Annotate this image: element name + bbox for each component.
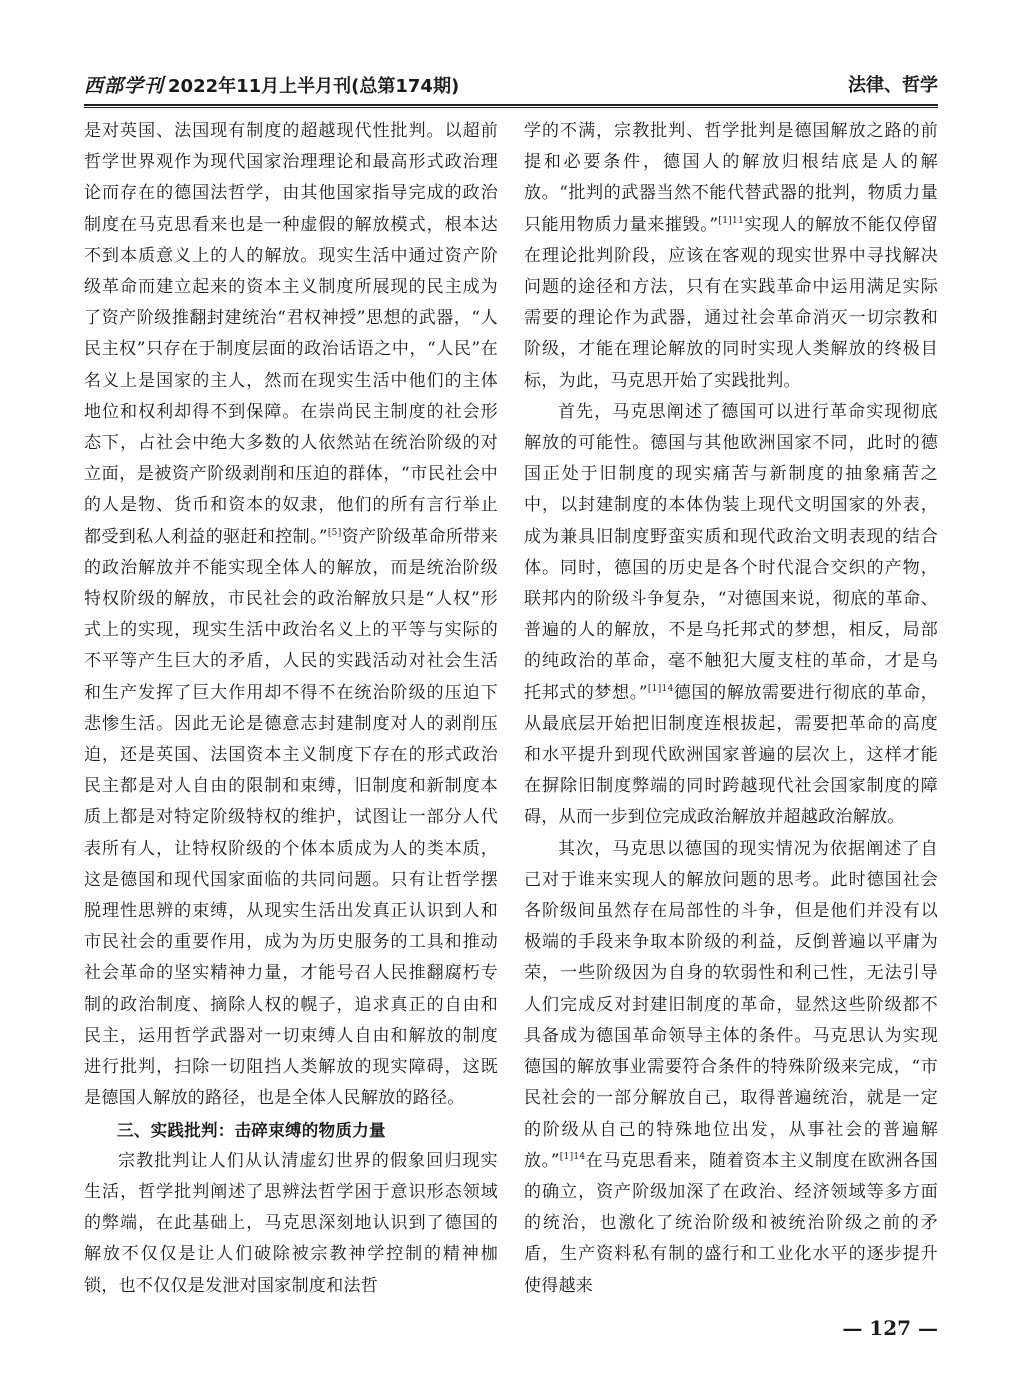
paragraph: 首先，马克思阐述了德国可以进行革命实现彻底解放的可能性。德国与其他欧洲国家不同，此时的德国正处于旧制度的现实痛苦与新制度的抽象痛苦之中，以封建制度的本体伪装上现代文明国家的外表，成为兼具旧制度野蛮实质和现代政治文明表现的结合体。同时，德国的历史是各个时代混合交织的产物，联邦内的阶级斗争复杂，“对德国来说，彻底的革命、普遍的人的解放，不是乌托邦式的梦想，相反，局部的纯政治的革命，毫不触犯大厦支柱的革命，才是乌托邦式的梦想。”$^{[1]14}$德国的解放需要进行彻底的革命，从最底层开始把旧制度连根拔起，需要把革命的高度和水平提升到现代欧洲国家普遍的层次上，这样才能在摒除旧制度弊端的同时跨越现代社会国家制度的障碍，从而一步到位完成政治解放并超越政治解放。 <box>524 401 939 828</box>
page-number: — 127 — <box>842 1316 938 1340</box>
citation: [1]11 <box>718 215 745 226</box>
section-heading: 三、实践批判：击碎束缚的物质力量 <box>117 1120 386 1140</box>
header-rule <box>84 104 938 106</box>
journal-logo: 西部学刊 <box>84 74 165 97</box>
header-rule-thin <box>84 107 938 108</box>
left-column <box>84 116 498 1302</box>
running-header <box>84 66 938 102</box>
paragraph: 其次，马克思以德国的现实情况为依据阐述了自己对于谁来实现人的解放问题的思考。此时德国社会各阶级间虽然存在局部性的斗争，但是他们并没有以极端的手段来争取本阶级的利益，反倒普遍以平庸为荣，一些阶级因为自身的软弱性和利己性，无法引导人们完成反对封建旧制度的革命，显然这些阶级都不具备成为德国革命领导主体的条件。马克思认为实现德国的解放事业需要符合条件的特殊阶级来完成，“市民社会的一部分解放自己，取得普遍统治，就是一定的阶级从自己的特殊地位出发，从事社会的普遍解放。”$^{[1]14}$在马克思看来，随着资本主义制度在欧洲各国的确立，资产阶级加深了在政治、经济领域等多方面的统治，也激化了统治阶级和被统治阶级之前的矛盾，生产资料私有制的盛行和工业化水平的逐步提升使得越来 <box>524 838 939 1296</box>
paragraph: 宗教批判让人们从认清虚幻世界的假象回归现实生活，哲学批判阐述了思辨法哲学困于意识形态领域的弊端，在此基础上，马克思深刻地认识到了德国的解放不仅仅是让人们破除被宗教神学控制的精神枷锁，也不仅仅是发泄对国家制度和法哲 <box>84 1150 498 1296</box>
issue-info: 2022年11月上半月刊(总第174期) <box>168 75 460 97</box>
header-left <box>84 71 459 98</box>
section-title: 法律、哲学 <box>848 75 938 96</box>
paragraph: 是对英国、法国现有制度的超越现代性批判。以超前哲学世界观作为现代国家治理理论和最高形式政治理论而存在的德国法哲学，由其他国家指导完成的政治制度在马克思看来也是一种虚假的解放模式，根本达不到本质意义上的人的解放。现实生活中通过资产阶级革命而建立起来的资本主义制度所展现的民主成为了资产阶级推翻封建统治“君权神授”思想的武器，“人民主权”只存在于制度层面的政治话语之中，“人民”在名义上是国家的主人，然而在现实生活中他们的主体地位和权利却得不到保障。在崇尚民主制度的社会形态下，占社会中绝大多数的人依然站在统治阶级的对立面，是被资产阶级剥削和压迫的群体，“市民社会中的人是物、货币和资本的奴隶，他们的所有言行举止都受到私人利益的驱赶和控制。”[5]资产阶级革命所带来的政治解放并不能实现全体人的解放，而是统治阶级特权阶级的解放，市民社会的政治解放只是“人权”形式上的实现，现实生活中政治名义上的平等与实际的不平等产生巨大的矛盾，人民的实践活动对社会生活和生产发挥了巨大作用却不得不在统治阶级的压迫下悲惨生活。因此无论是德意志封建制度对人的剥削压迫，还是英国、法国资本主义制度下存在的形式政治民主都是对人自由的限制和束缚，旧制度和新制度本质上都是对特定阶级特权的维护，试图让一部分人代表所有人，让特权阶级的个体本质成为人的类本质，这是德国和现代国家面临的共同问题。只有让哲学摆脱理性思辨的束缚，从现实生活出发真正认识到人和市民社会的重要作用，成为为历史服务的工具和推动社会革命的坚实精神力量，才能号召人民推翻腐朽专制的政治制度、摘除人权的幌子，追求真正的自由和民主，运用哲学武器对一切束缚人自由和解放的制度进行批判，扫除一切阻挡人类解放的现实障碍，这既是德国人解放的路径，也是全体人民解放的路径。 <box>84 121 498 1109</box>
citation: [1]14 <box>559 1151 586 1162</box>
citation: [5] <box>327 527 342 538</box>
right-column <box>524 116 938 1302</box>
paragraph: 学的不满，宗教批判、哲学批判是德国解放之路的前提和必要条件，德国人的解放归根结底是人的解放。“批判的武器当然不能代替武器的批判，物质力量只能用物质力量来摧毁。”$^{[1]11}$实现人的解放不能仅停留在理论批判阶段，应该在客观的现实世界中寻找解决问题的途径和方法，只有在实践革命中运用满足实际需要的理论作为武器，通过社会革命消灭一切宗教和阶级，才能在理论解放的同时实现人类解放的终极目标，为此，马克思开始了实践批判。 <box>524 121 938 391</box>
citation: [1]14 <box>647 683 674 694</box>
